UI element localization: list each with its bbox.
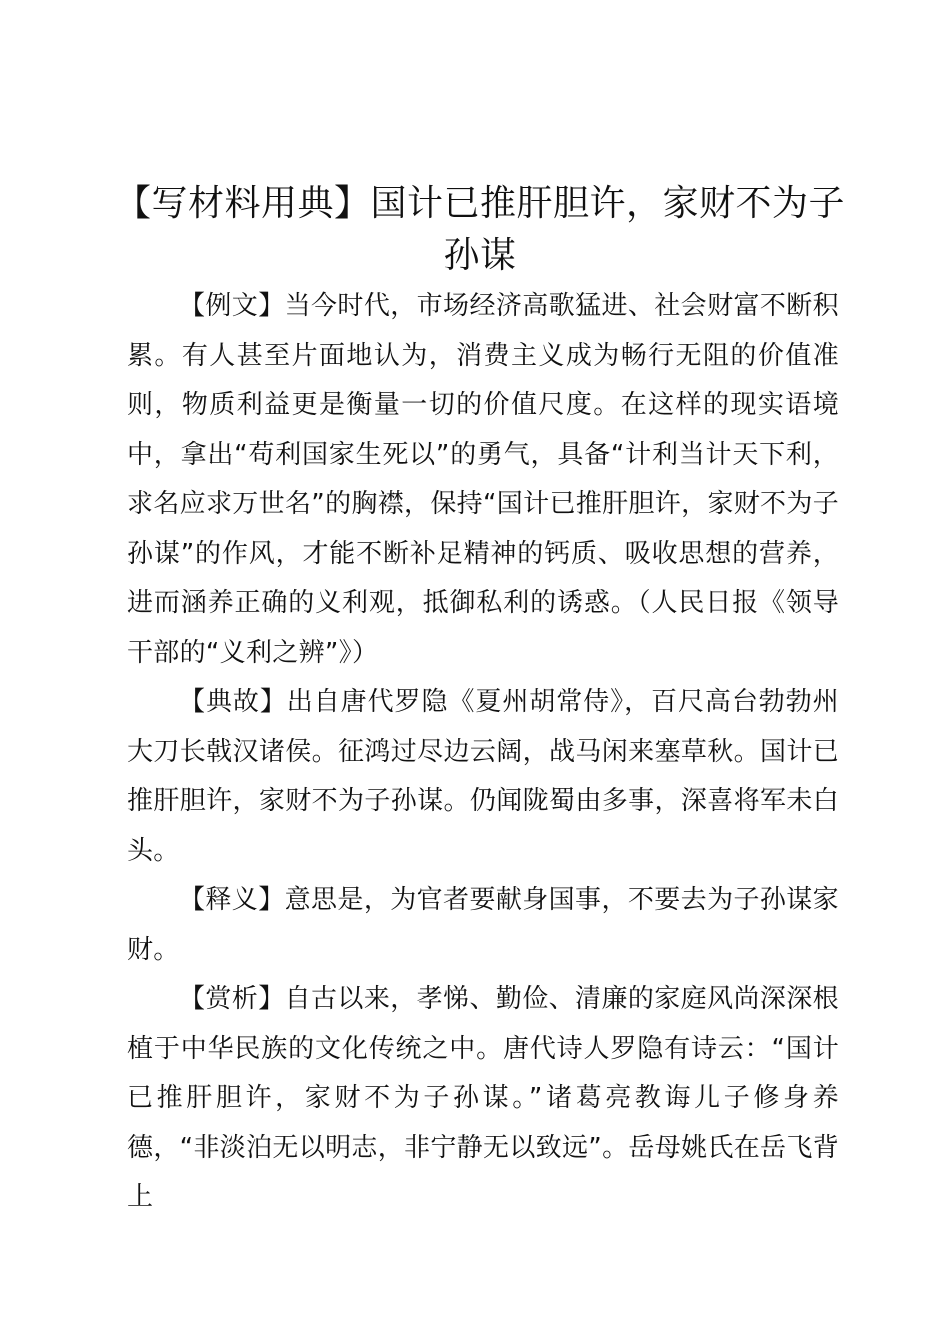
paragraph-appreciation: 【赏析】自古以来，孝悌、勤俭、清廉的家庭风尚深深根植于中华民族的文化传统之中。唐代诗人罗隐有诗云：“国计已推肝胆许，家财不为子孙谋。”诸葛亮教诲儿子修身养德，“非淡泊无以明志，非宁静无以致远”。岳母姚氏在岳飞背上 [127, 984, 839, 1212]
paragraph-example: 【例文】当今时代，市场经济高歌猛进、社会财富不断积累。有人甚至片面地认为，消费主义成为畅行无阻的价值准则，物质利益更是衡量一切的价值尺度。在这样的现实语境中，拿出“苟利国家生死以”的勇气，具备“计利当计天下利，求名应求万世名”的胸襟，保持“国计已推肝胆许，家财不为子孙谋”的作风，才能不断补足精神的钙质、吸收思想的营养，进而涵养正确的义利观，抵御私利的诱惑。（人民日报《领导干部的“义利之辨”》） [127, 291, 839, 668]
document-title: 【写材料用典】国计已推肝胆许，家财不为子孙谋 [114, 183, 845, 276]
paragraph-meaning: 【释义】意思是，为官者要献身国事，不要去为子孙谋家财。 [127, 885, 839, 965]
paragraph-allusion: 【典故】出自唐代罗隐《夏州胡常侍》，百尺高台勃勃州大刀长戟汉诸侯。征鸿过尽边云阔，战马闲来塞草秋。国计已推肝胆许，家财不为子孙谋。仍闻陇蜀由多事，深喜将军未白头。 [127, 687, 839, 866]
document-body [127, 282, 839, 1223]
